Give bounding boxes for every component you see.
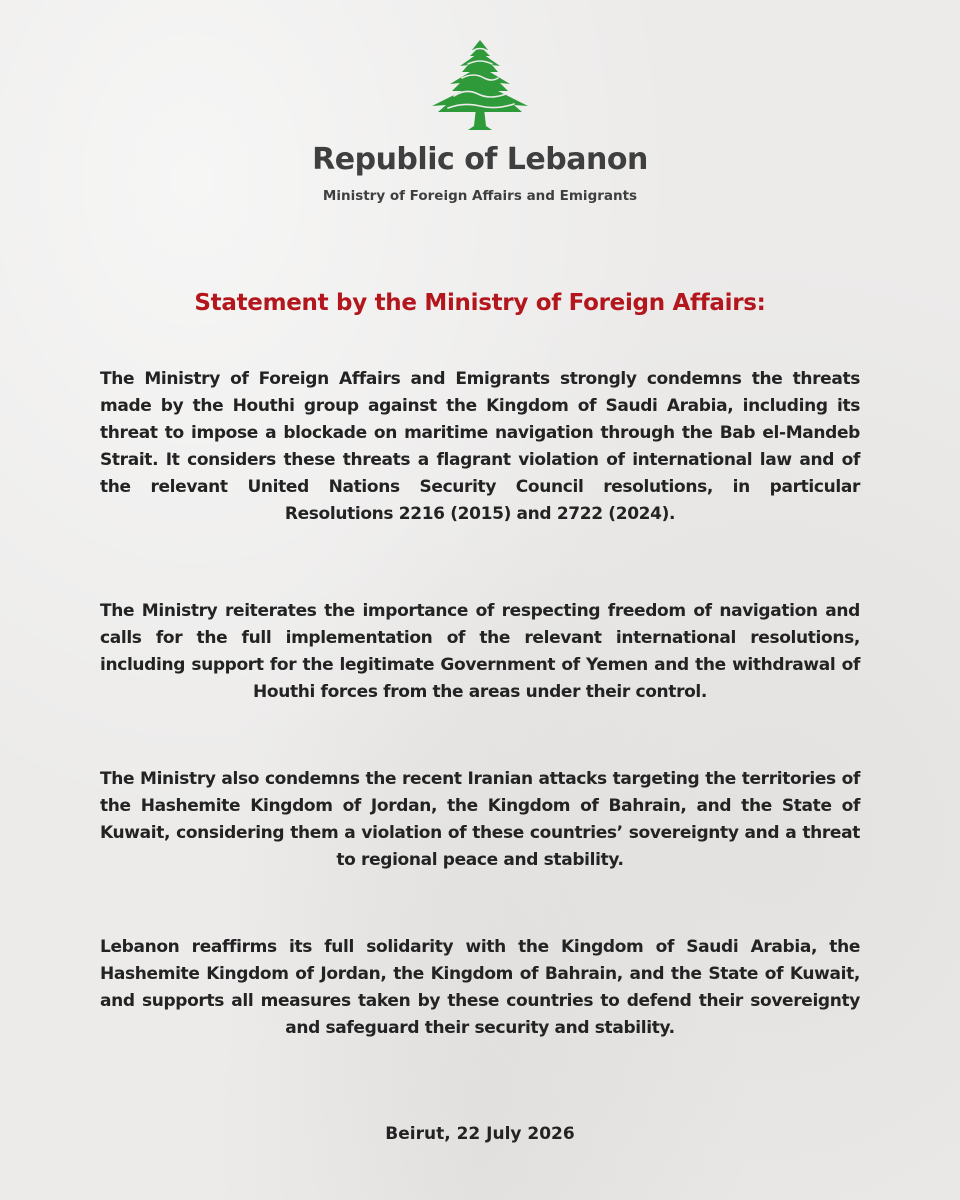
- lebanese-cedar-icon: [428, 38, 532, 134]
- place-and-date: Beirut, 22 July 2026: [385, 1124, 575, 1144]
- republic-title: Republic of Lebanon: [312, 142, 648, 177]
- ministry-subtitle: Ministry of Foreign Affairs and Emigrants: [322, 188, 638, 204]
- statement-paragraph: The Ministry reiterates the importance of respecting freedom of navigation and calls for the full implementation of the relevant international resolutions, including support for the legitimate Government of Yemen and the withdrawal of Houthi forces from the areas under their control.: [100, 601, 860, 702]
- statement-heading: Statement by the Ministry of Foreign Affairs:: [194, 290, 766, 316]
- statement-paragraph: Lebanon reaffirms its full solidarity with the Kingdom of Saudi Arabia, the Hashemite Kingdom of Jordan, the Kingdom of Bahrain, and the State of Kuwait, and supports all measures taken by these countries to defend their sovereignty and safeguard their security and stability.: [100, 937, 860, 1038]
- statement-paragraph: The Ministry also condemns the recent Iranian attacks targeting the territories of the Hashemite Kingdom of Jordan, the Kingdom of Bahrain, and the State of Kuwait, considering them a violation of these countries’ sovereignty and a threat to regional peace and stability.: [100, 769, 860, 870]
- statement-paragraph: The Ministry of Foreign Affairs and Emigrants strongly condemns the threats made by the Houthi group against the Kingdom of Saudi Arabia, including its threat to impose a blockade on maritime navigation through the Bab el-Mandeb Strait. It considers these threats a flagrant violation of international law and of the relevant United Nations Security Council resolutions, in particular Resolutions 2216 (2015) and 2722 (2024).: [100, 369, 860, 524]
